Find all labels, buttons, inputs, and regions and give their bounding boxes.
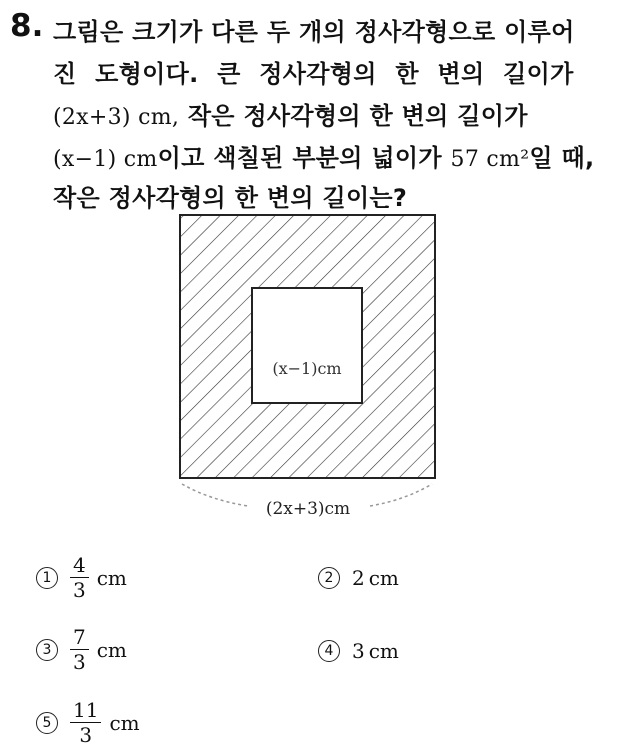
choice-1-denominator: 3: [73, 578, 86, 602]
choice-3-mark: 3: [36, 639, 58, 661]
outer-dimension-right-arc: [370, 484, 432, 506]
small-square-side: (x−1) cm: [53, 147, 158, 172]
choice-4-mark: 4: [318, 640, 340, 662]
choice-2-value: 2: [352, 566, 365, 590]
choice-1-fraction: [70, 553, 89, 602]
question-line-4-text: 이고 색칠된 부분의 넓이가: [157, 144, 451, 172]
choice-2-unit: cm: [368, 566, 399, 590]
choice-5-fraction: [70, 698, 101, 747]
question-line-1: 그림은 크기가 다른 두 개의 정사각형으로 이루어: [53, 18, 575, 46]
outer-dimension-left-arc: [182, 484, 248, 506]
choice-5[interactable]: [36, 698, 140, 747]
choice-5-mark: 5: [36, 712, 58, 734]
inner-square: [252, 288, 362, 403]
choice-4[interactable]: [318, 639, 399, 663]
choice-3[interactable]: [36, 625, 127, 674]
choice-1-numerator: 4: [70, 553, 89, 578]
outer-square-label: (2x+3)cm: [265, 499, 351, 519]
choice-2[interactable]: [318, 566, 399, 590]
square-figure: [170, 210, 450, 530]
question-number: 8.: [10, 8, 44, 44]
choice-1-unit: cm: [96, 565, 127, 590]
inner-square-label: (x−1)cm: [272, 359, 342, 378]
choice-5-denominator: 3: [79, 723, 93, 747]
question-line-4: [53, 138, 594, 173]
choice-3-unit: cm: [96, 637, 127, 662]
choice-5-unit: cm: [109, 710, 140, 735]
question-line-2: 진 도형이다. 큰 정사각형의 한 변의 길이가: [53, 60, 574, 88]
question-line-4-text-end: 일 때,: [529, 144, 595, 172]
question-line-3-text: 작은 정사각형의 한 변의 길이가: [179, 102, 528, 130]
choice-5-numerator: 11: [70, 698, 101, 723]
choice-3-fraction: [70, 625, 89, 674]
shaded-area-value: 57 cm²: [450, 147, 530, 172]
choice-2-mark: 2: [318, 567, 340, 589]
question-line-5: 작은 정사각형의 한 변의 길이는?: [53, 184, 408, 212]
choice-4-value: 3: [352, 639, 365, 663]
choice-1[interactable]: [36, 553, 127, 602]
choice-3-numerator: 7: [70, 625, 89, 650]
big-square-side: (2x+3) cm,: [53, 105, 180, 130]
choice-4-unit: cm: [368, 639, 399, 663]
choice-1-mark: 1: [36, 567, 58, 589]
question-line-3: [53, 96, 528, 131]
choice-3-denominator: 3: [73, 650, 86, 674]
